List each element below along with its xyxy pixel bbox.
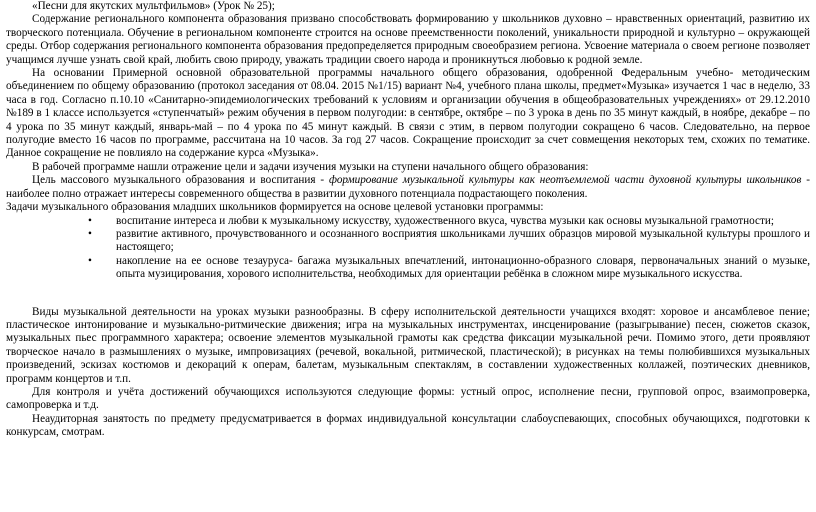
lesson-line: «Песни для якутских мультфильмов» (Урок № 25);: [32, 0, 275, 12]
paragraph-goal: [6, 174, 810, 201]
paragraph-program-basis: На основании Примерной основной образовательной программы начального общего образования, одобренной Федеральным учебно- методическим объединением по общему образованию (протокол заседания от 08.04. 2015 №1/15) вариант №4, учебного плана школы, предмет«Музыка» изучается 1 час в неделю, 33 часа в год. Согласно п.10.10 «Санитарно-эпидемиологических требований к условиям и организации обучения в общеобразовательных учреждениях» от 29.12.2010 №189 в 1 классе используется «ступенчатый» режим обучения в первом полугодии: в сентябре, октябре – по 3 урока в день по 35 минут каждый, в ноябре, декабре – по 4 урока по 35 минут каждый, январь-май – по 4 урока по 45 минут каждый. В связи с этим, в первом полугодии сокращено 6 часов. Следовательно, на первое полугодие вместо 16 часов по программе, рассчитана на 10 часов. За год 27 часов. Сокращение происходит за счет совмещения некоторых тем, схожих по тематике. Данное сокращение не повлияло на содержание курса «Музыка».: [6, 67, 810, 160]
bullet-text-1: воспитание интереса и любви к музыкальному искусству, художественного вкуса, чувства музыки как основы музыкальной грамотности;: [116, 214, 774, 227]
bullet-icon: •: [88, 254, 92, 267]
goal-text-end: - наиболее полно отражает интересы современного общества в развитии духовного потенциала подрастающего поколения.: [6, 174, 810, 200]
goal-text-start: Цель массового музыкального образования и воспитания -: [32, 174, 330, 187]
bullet-text-3: накопление на ее основе тезауруса- багажа музыкальных впечатлений, интонационно-образного словаря, первоначальных знаний о музыке, опыта музицирования, хорового исполнительства, необходимых для ориентации ребёнка в сложном мире музыкального искусства.: [116, 254, 810, 281]
paragraph-extracurricular: Неаудиторная занятость по предмету предусматривается в формах индивидуальной консультации слабоуспевающих, способных обучающихся, подготовки к конкурсам, смотрам.: [6, 412, 810, 439]
bullet-item-3: [6, 255, 810, 282]
paragraph-regional-component: Содержание регионального компонента образования призвано способствовать формированию у школьников духовно – нравственных ориентаций, развитию их творческого потенциала. Обучение в региональном компоненте строится на основе преемственности поколений, уникальности природной и культурно – окружающей среды. Отбор содержания регионального компонента образования предопределяется природным своеобразием регионa. Усвоение материала о своем регионе позволяет учащимся лучше узнать свой край, любить свою природу, уважать традиции своего народа и проникнуться любовью к родной земле.: [6, 13, 810, 66]
bullet-icon: •: [88, 227, 92, 240]
paragraph-activity-types: Виды музыкальной деятельности на уроках музыки разнообразны. В сферу исполнительской деятельности учащихся входят: хоровое и ансамблевое пение; пластическое интонирование и музыкально-ритмические движения; игра на музыкальных инструментах, инсценирование (разыгрывание) песен, сюжетов сказок, музыкальных пьес программного характера; освоение элементов музыкальной грамоты как средства фиксации музыкальной речи. Помимо этого, дети проявляют творческое начало в размышлениях о музыке, импровизациях (речевой, вокальной, ритмической, пластической); в рисунках на темы полюбившихся музыкальных произведений, эскизах костюмов и декораций к операм, балетам, музыкальным спектаклям, в составлении художественных коллажей, поэтических дневников, программ концертов и т.п.: [6, 305, 810, 385]
bullet-text-2: развитие активного, прочувствованного и осознанного восприятия школьниками лучших образцов мировой музыкальной культуры прошлого и настоящего;: [116, 227, 810, 254]
bullet-icon: •: [88, 214, 92, 227]
bullet-item-1: [6, 215, 810, 228]
paragraph-tasks-intro: Задачи музыкального образования младших школьников формируется на основе целевой установки программы:: [6, 201, 544, 214]
goal-italic: формирование музыкальной культуры как неотъемлемой части духовной культуры школьников: [329, 174, 802, 187]
spacer: [6, 282, 810, 306]
paragraph-goals-intro: В рабочей программе нашли отражение цели и задачи изучения музыки на ступени начального общего образования:: [32, 160, 589, 173]
bullet-item-2: [6, 228, 810, 255]
paragraph-control-forms: Для контроля и учёта достижений обучающихся используются следующие формы: устный опрос, исполнение песни, групповой опрос, взаимопроверка, самопроверка и т.д.: [6, 385, 810, 412]
